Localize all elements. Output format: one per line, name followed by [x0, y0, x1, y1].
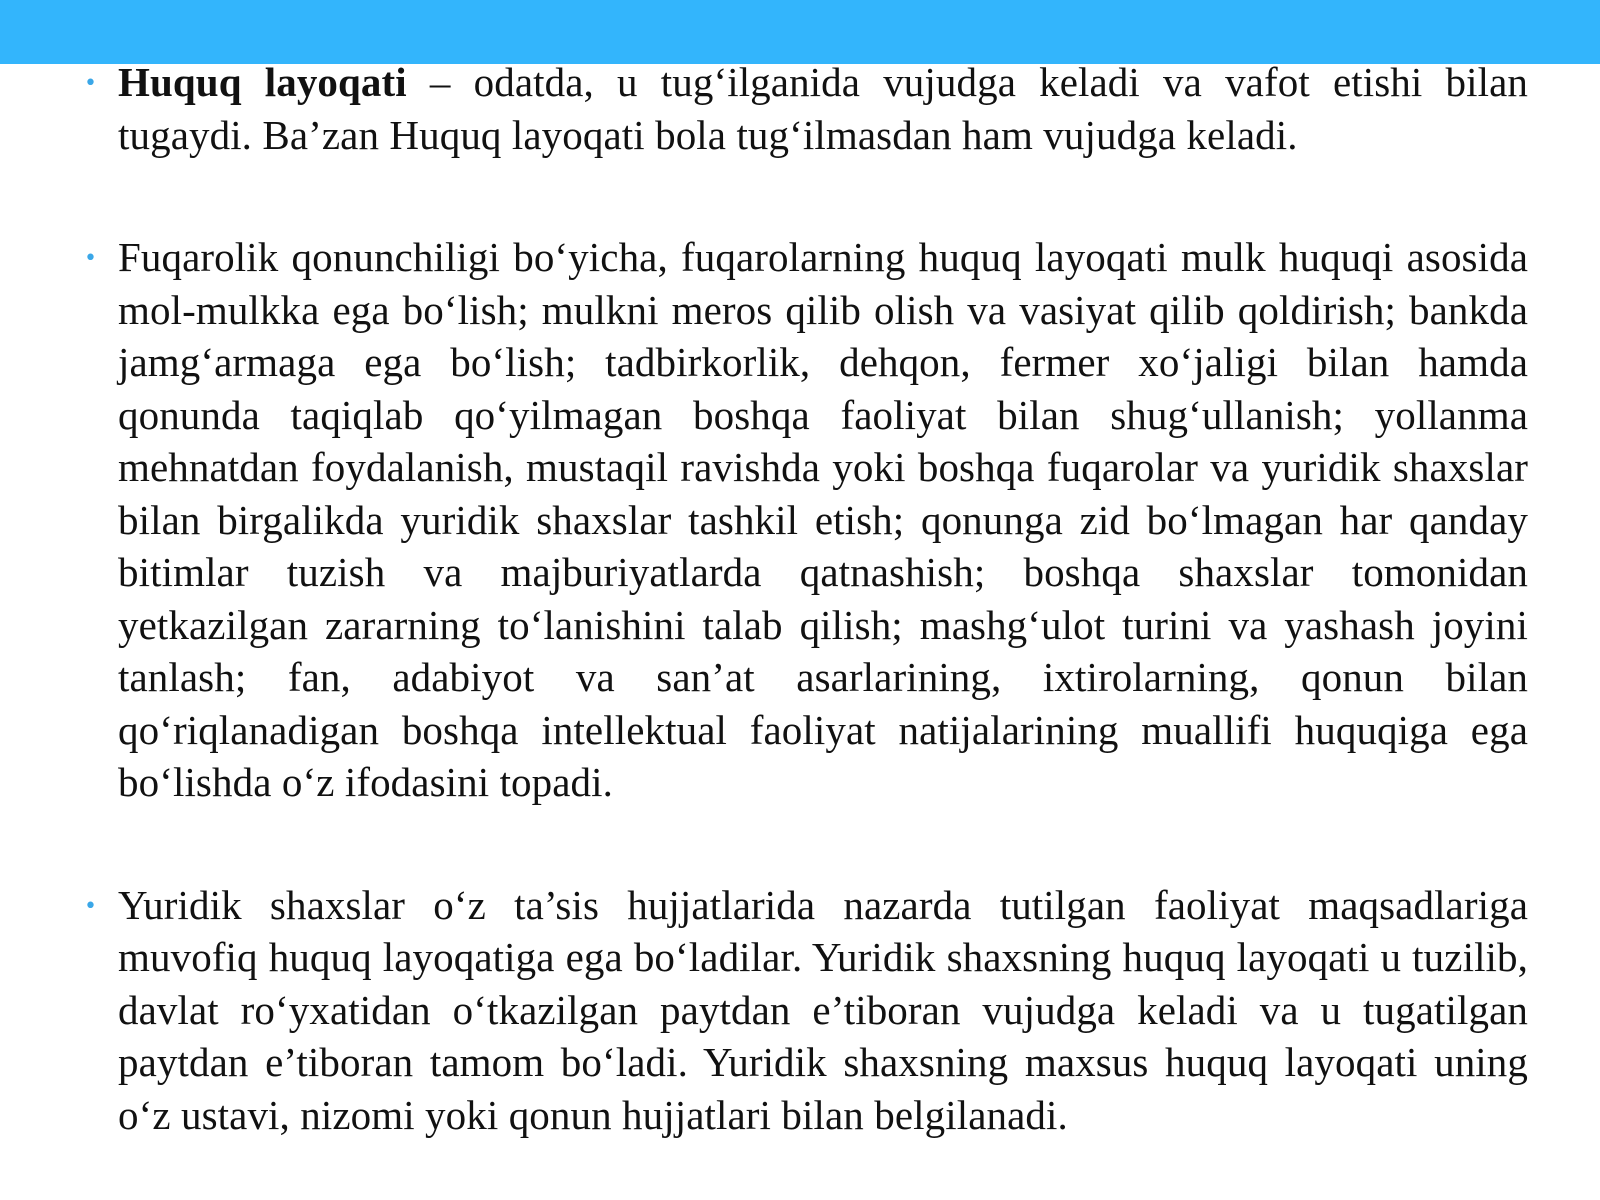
- bullet-body-1: – odatda, u tug‘ilganida vujudga keladi va vafot etishi bilan tugaydi. Ba’zan Huquq layoqati bola tug‘ilmasdan ham vujudga keladi.: [118, 59, 1528, 158]
- bullet-text-1: [118, 56, 1528, 161]
- bullet-text-2: Fuqarolik qonunchiligi bo‘yicha, fuqarolarning huquq layoqati mulk huquqi asosida mol-mulkka ega bo‘lish; mulkni meros qilib olish va vasiyat qilib qoldirish; bankda jamg‘armaga ega bo‘lish; tadbirkorlik, dehqon, fermer xo‘jaligi bilan hamda qonunda taqiqlab qo‘yilmagan boshqa faoliyat bilan shug‘ullanish; yollanma mehnatdan foydalanish, mustaqil ravishda yoki boshqa fuqarolar va yuridik shaxslar bilan birgalikda yuridik shaxslar tashkil etish; qonunga zid bo‘lmagan har qanday bitimlar tuzish va majburiyatlarda qatnashish; boshqa shaxslar tomonidan yetkazilgan zararning to‘lanishini talab qilish; mashg‘ulot turini va yashash joyini tanlash; fan, adabiyot va san’at asarlarining, ixtirolarning, qonun bilan qo‘riqlanadigan boshqa intellektual faoliyat natijalarining muallifi huquqiga ega bo‘lishda o‘z ifodasini topadi.: [118, 234, 1528, 805]
- bullet-item-1: [84, 56, 1528, 161]
- bullet-icon: •: [84, 246, 97, 271]
- slide-content: [84, 56, 1528, 1141]
- bold-term: Huquq layoqati: [118, 59, 407, 105]
- bullet-icon: •: [84, 893, 97, 919]
- bullet-text-3: Yuridik shaxslar o‘z ta’sis hujjatlarida nazarda tutilgan faoliyat maqsadlariga muvofiq huquq layoqatiga ega bo‘ladilar. Yuridik shaxsning huquq layoqati u tuzilib, davlat ro‘yxatidan o‘tkazilgan paytdan e’tiboran vujudga keladi va u tugatilgan paytdan e’tiboran tamom bo‘ladi. Yuridik shaxsning maxsus huquq layoqati uning o‘z ustavi, nizomi yoki qonun hujjatlari bilan belgilanadi.: [118, 881, 1528, 1138]
- bullet-item-2: [84, 231, 1528, 809]
- bullet-item-3: [84, 879, 1528, 1142]
- header-bar: [0, 0, 1600, 64]
- bullet-icon: •: [84, 71, 97, 96]
